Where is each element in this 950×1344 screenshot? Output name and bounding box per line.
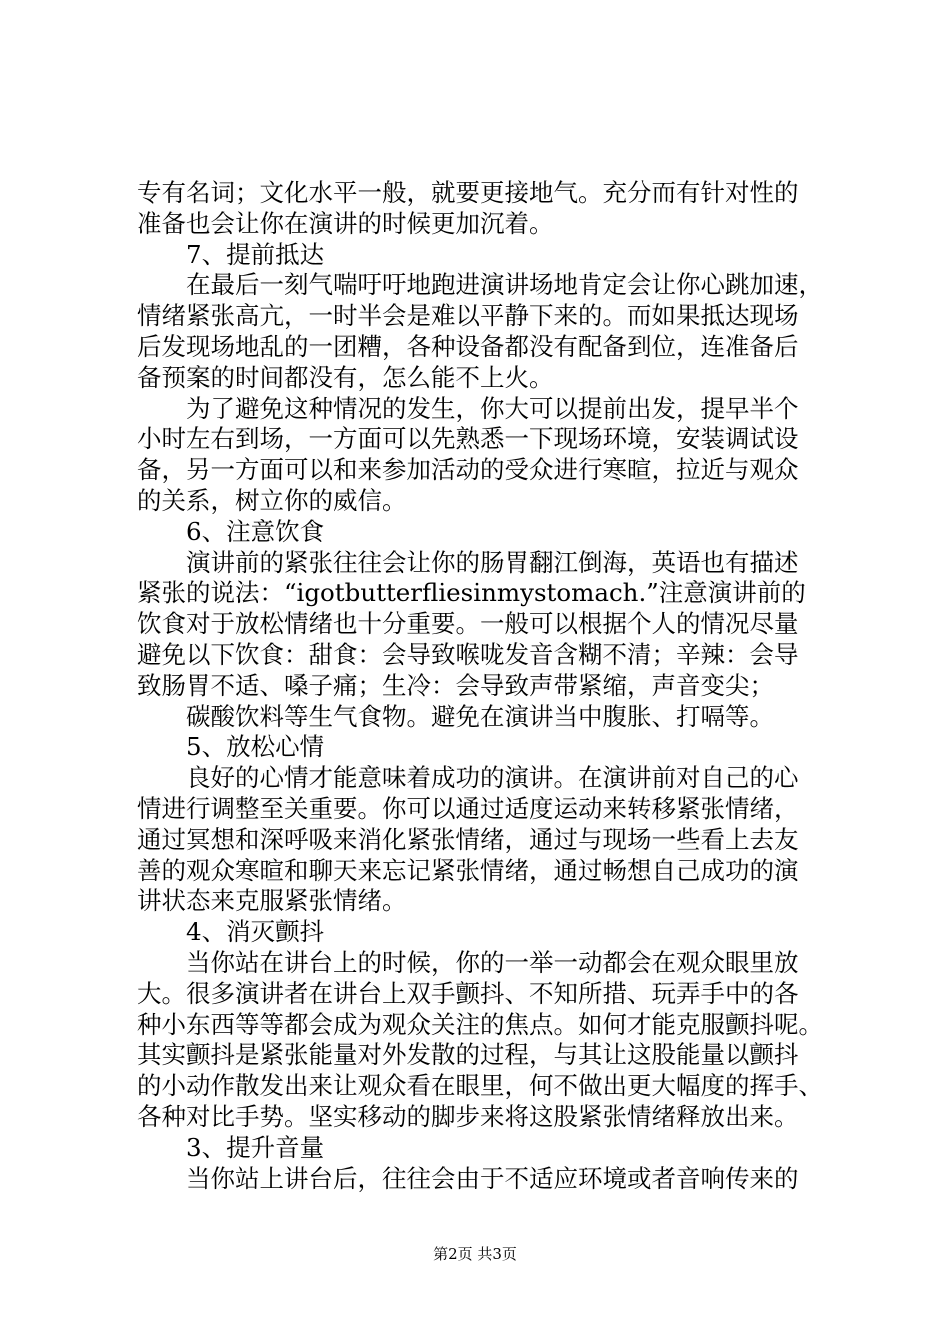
text-line: 准备也会让你在演讲的时候更加沉着。 bbox=[137, 208, 554, 238]
text-line: 3、提升音量 bbox=[186, 1132, 325, 1162]
document-body bbox=[137, 178, 837, 1194]
text-line: 种小东西等等都会成为观众关注的焦点。如何才能克服颤抖呢。 bbox=[137, 1009, 823, 1039]
text-line: 情进行调整至关重要。你可以通过适度运动来转移紧张情绪， bbox=[137, 793, 799, 823]
text-line: 饮食对于放松情绪也十分重要。一般可以根据个人的情况尽量 bbox=[137, 609, 799, 639]
text-line: 各种对比手势。坚实移动的脚步来将这股紧张情绪释放出来。 bbox=[137, 1101, 799, 1131]
text-line: 备预案的时间都没有，怎么能不上火。 bbox=[137, 362, 554, 392]
page-footer: 第2页 共3页 bbox=[433, 1245, 517, 1263]
text-line: 7、提前抵达 bbox=[186, 239, 325, 269]
text-line: 的关系，树立你的威信。 bbox=[137, 485, 407, 515]
text-line: 其实颤抖是紧张能量对外发散的过程，与其让这股能量以颤抖 bbox=[137, 1040, 799, 1070]
text-line: 碳酸饮料等生气食物。避免在演讲当中腹胀、打嗝等。 bbox=[186, 701, 774, 731]
text-line: 专有名词；文化水平一般，就要更接地气。充分而有针对性的 bbox=[137, 178, 799, 207]
text-line: 为了避免这种情况的发生，你大可以提前出发，提早半个 bbox=[186, 393, 799, 423]
text-line: 讲状态来克服紧张情绪。 bbox=[137, 886, 407, 916]
text-line: 备，另一方面可以和来参加活动的受众进行寒暄，拉近与观众 bbox=[137, 455, 799, 485]
text-line: 在最后一刻气喘吁吁地跑进演讲场地肯定会让你心跳加速， bbox=[186, 270, 823, 300]
text-line: 善的观众寒暄和聊天来忘记紧张情绪，通过畅想自己成功的演 bbox=[137, 855, 799, 885]
text-line: 的小动作散发出来让观众看在眼里，何不做出更大幅度的挥手、 bbox=[137, 1071, 823, 1101]
text-line: 后发现场地乱的一团糟，各种设备都没有配备到位，连准备后 bbox=[137, 331, 799, 361]
text-line: 4、消灭颤抖 bbox=[186, 917, 325, 947]
text-line: 通过冥想和深呼吸来消化紧张情绪，通过与现场一些看上去友 bbox=[137, 824, 799, 854]
text-line: 情绪紧张高亢，一时半会是难以平静下来的。而如果抵达现场 bbox=[137, 301, 799, 331]
text-line: 当你站在讲台上的时候，你的一举一动都会在观众眼里放 bbox=[186, 947, 799, 977]
text-line: 大。很多演讲者在讲台上双手颤抖、不知所措、玩弄手中的各 bbox=[137, 978, 799, 1008]
text-line: 致肠胃不适、嗓子痛；生冷：会导致声带紧缩，声音变尖； bbox=[137, 670, 774, 700]
text-line: 紧张的说法：“igotbutterfliesinmystomach.”注意演讲前的 bbox=[137, 578, 806, 608]
text-line: 当你站上讲台后，往往会由于不适应环境或者音响传来的 bbox=[186, 1163, 799, 1193]
text-line: 小时左右到场，一方面可以先熟悉一下现场环境，安装调试设 bbox=[137, 424, 799, 454]
text-line: 良好的心情才能意味着成功的演讲。在演讲前对自己的心 bbox=[186, 763, 799, 793]
text-line: 演讲前的紧张往往会让你的肠胃翻江倒海，英语也有描述 bbox=[186, 547, 799, 577]
text-line: 6、注意饮食 bbox=[186, 516, 325, 546]
text-line: 避免以下饮食：甜食：会导致喉咙发音含糊不清；辛辣：会导 bbox=[137, 639, 799, 669]
text-line: 5、放松心情 bbox=[186, 732, 325, 762]
